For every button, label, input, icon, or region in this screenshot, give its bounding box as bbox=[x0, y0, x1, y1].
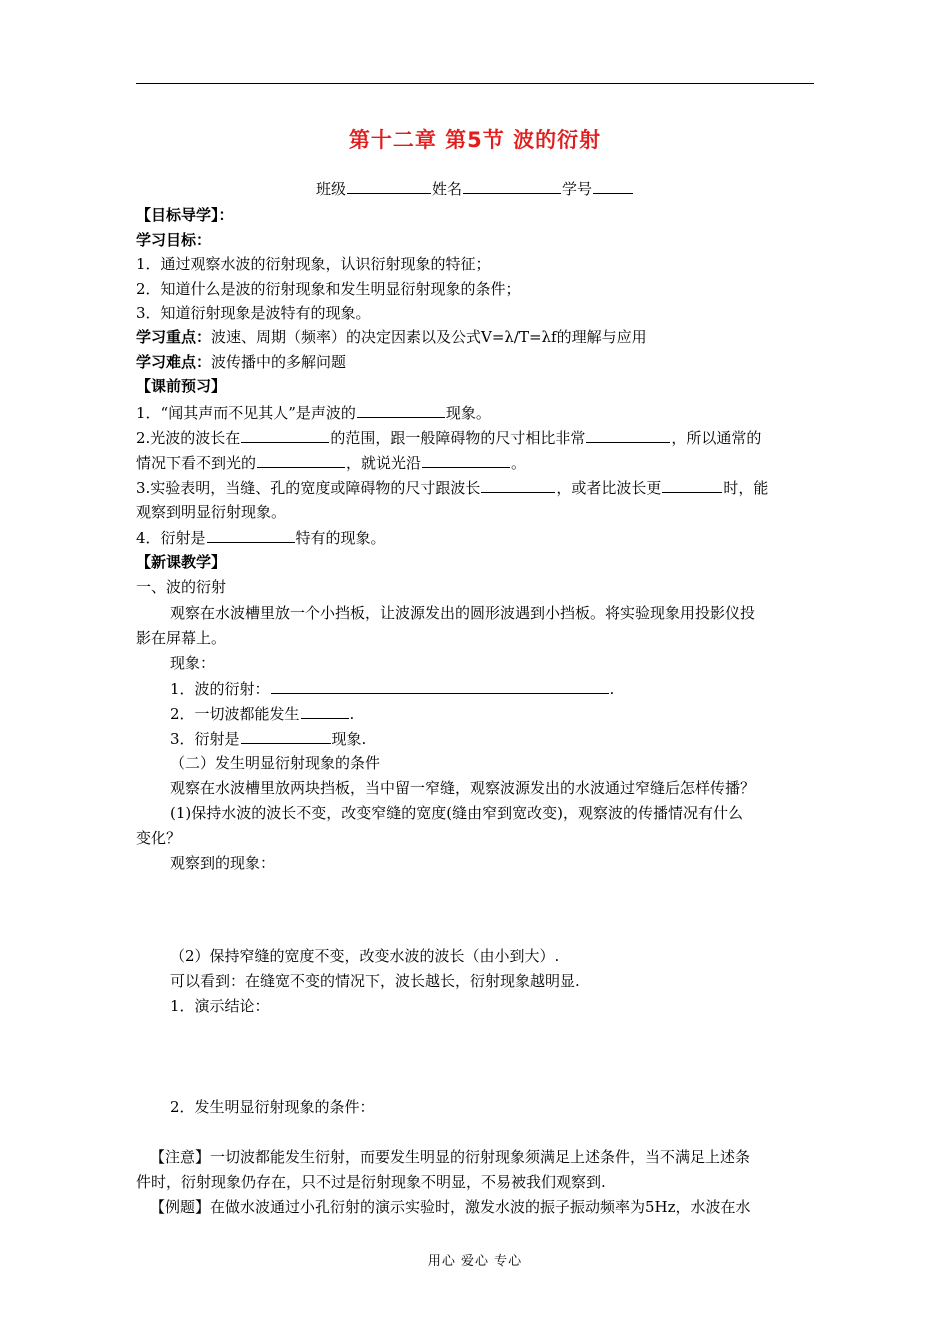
phenomenon-1-blank[interactable] bbox=[271, 678, 609, 694]
preview-header: 【课前预习】 bbox=[136, 377, 227, 395]
difficulty-label: 学习难点： bbox=[136, 353, 212, 371]
question-2: （2）保持窄缝的宽度不变，改变水波的波长（由小到大）. bbox=[170, 947, 560, 965]
phenomenon-3-end: 现象. bbox=[331, 730, 367, 748]
preview-1-blank[interactable] bbox=[357, 402, 445, 418]
preview-3-text: 3.实验表明，当缝、孔的宽度或障碍物的尺寸跟波长 bbox=[136, 479, 481, 497]
preview-2-blank-3[interactable] bbox=[257, 452, 345, 468]
observed-label: 观察到的现象： bbox=[170, 854, 276, 872]
phenomenon-1-end: . bbox=[609, 680, 615, 698]
conclusion-2: 2．发生明显衍射现象的条件： bbox=[170, 1098, 375, 1116]
class-label: 班级 bbox=[315, 180, 346, 198]
example-a: 【例题】在做水波通过小孔衍射的演示实验时，激发水波的振子振动频率为5Hz，水波在水 bbox=[150, 1198, 751, 1216]
part-2-title: （二）发生明显衍射现象的条件 bbox=[170, 754, 381, 772]
goal-header: 【目标导学】： bbox=[136, 206, 234, 224]
phenomenon-3-blank[interactable] bbox=[241, 728, 331, 744]
preview-1 bbox=[136, 402, 491, 423]
preview-3-end: 时，能 bbox=[723, 479, 769, 497]
preview-2-mid: 的范围，跟一般障碍物的尺寸相比非常 bbox=[330, 429, 586, 447]
goal-3: 3．知道衍射现象是波特有的现象。 bbox=[136, 304, 371, 322]
header-rule bbox=[136, 83, 814, 84]
page-title: 第十二章 第5节 波的衍射 bbox=[348, 128, 602, 152]
preview-3 bbox=[136, 477, 768, 498]
learning-goals-label: 学习目标： bbox=[136, 231, 212, 249]
preview-1-end: 现象。 bbox=[445, 404, 491, 422]
class-blank[interactable] bbox=[347, 178, 431, 194]
preview-2-cont bbox=[136, 452, 526, 473]
preview-3-mid: ，或者比波长更 bbox=[556, 479, 662, 497]
phenomenon-2-blank[interactable] bbox=[301, 703, 349, 719]
preview-1-text: 1．“闻其声而不见其人”是声波的 bbox=[136, 404, 356, 422]
question-1b: 变化？ bbox=[136, 829, 182, 847]
preview-2-blank-1[interactable] bbox=[241, 427, 329, 443]
preview-2-end: ，所以通常的 bbox=[671, 429, 762, 447]
conclusion-1: 1．演示结论： bbox=[170, 997, 270, 1015]
name-blank[interactable] bbox=[463, 178, 561, 194]
student-info-line bbox=[0, 178, 950, 199]
observation-2: 观察在水波槽里放两块挡板，当中留一窄缝，观察波源发出的水波通过窄缝后怎样传播？ bbox=[170, 779, 756, 797]
preview-2-cont-end: 。 bbox=[511, 454, 527, 472]
preview-2-cont-mid: ，就说光沿 bbox=[346, 454, 422, 472]
id-blank[interactable] bbox=[593, 178, 633, 194]
phenomenon-3-text: 3．衍射是 bbox=[170, 730, 240, 748]
new-lesson-header: 【新课教学】 bbox=[136, 553, 227, 571]
question-1a: (1)保持水波的波长不变，改变窄缝的宽度(缝由窄到宽改变)，观察波的传播情况有什么 bbox=[170, 804, 743, 822]
preview-4 bbox=[136, 527, 386, 548]
observation-1a: 观察在水波槽里放一个小挡板，让波源发出的圆形波遇到小挡板。将实验现象用投影仪投 bbox=[170, 604, 756, 622]
preview-3-blank-2[interactable] bbox=[662, 477, 722, 493]
phenomenon-2-text: 2．一切波都能发生 bbox=[170, 705, 300, 723]
observation-1b: 影在屏幕上。 bbox=[136, 629, 227, 647]
phenomenon-label: 现象： bbox=[170, 654, 216, 672]
key-points-line bbox=[136, 327, 647, 347]
note-a: 【注意】一切波都能发生衍射，而要发生明显的衍射现象须满足上述条件，当不满足上述条 bbox=[150, 1148, 751, 1166]
preview-2 bbox=[136, 427, 761, 448]
phenomenon-2-end: . bbox=[349, 705, 355, 723]
phenomenon-1-text: 1．波的衍射： bbox=[170, 680, 270, 698]
phenomenon-3 bbox=[170, 728, 366, 749]
note-b: 件时，衍射现象仍存在，只不过是衍射现象不明显，不易被我们观察到. bbox=[136, 1173, 606, 1191]
part-1-title: 一、波的衍射 bbox=[136, 578, 227, 596]
phenomenon-2 bbox=[170, 703, 354, 724]
phenomenon-1 bbox=[170, 678, 614, 699]
preview-3-cont: 观察到明显衍射现象。 bbox=[136, 503, 287, 521]
preview-2-cont-text: 情况下看不到光的 bbox=[136, 454, 257, 472]
page-footer: 用心 爱心 专心 bbox=[427, 1254, 523, 1269]
key-label: 学习重点： bbox=[136, 328, 212, 346]
preview-2-blank-4[interactable] bbox=[422, 452, 510, 468]
question-2-result: 可以看到：在缝宽不变的情况下，波长越长，衍射现象越明显. bbox=[170, 972, 580, 990]
preview-4-text: 4．衍射是 bbox=[136, 529, 206, 547]
id-label: 学号 bbox=[562, 180, 593, 198]
goal-2: 2．知道什么是波的衍射现象和发生明显衍射现象的条件； bbox=[136, 280, 521, 298]
key-text: 波速、周期（频率）的决定因素以及公式V=λ/T=λf的理解与应用 bbox=[211, 328, 647, 346]
difficulty-text: 波传播中的多解问题 bbox=[211, 353, 347, 371]
preview-3-blank-1[interactable] bbox=[481, 477, 555, 493]
difficulty-line bbox=[136, 352, 346, 372]
name-label: 姓名 bbox=[431, 180, 462, 198]
goal-1: 1．通过观察水波的衍射现象，认识衍射现象的特征； bbox=[136, 255, 491, 273]
preview-2-text: 2.光波的波长在 bbox=[136, 429, 241, 447]
preview-4-end: 特有的现象。 bbox=[295, 529, 386, 547]
preview-4-blank[interactable] bbox=[207, 527, 295, 543]
preview-2-blank-2[interactable] bbox=[586, 427, 670, 443]
